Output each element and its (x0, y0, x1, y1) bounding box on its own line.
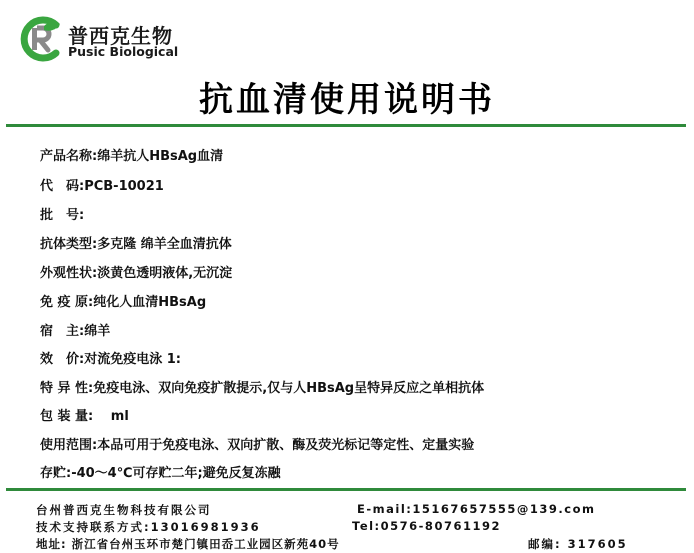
field-immunogen: 免 疫 原:纯化人血清HBsAg (40, 295, 207, 310)
field-appearance: 外观性状:淡黄色透明液体,无沉淀 (40, 266, 233, 281)
field-host: 宿 主:绵羊 (40, 324, 111, 339)
company-logo (16, 16, 179, 64)
footer-tel: Tel:0576-80761192 (352, 519, 501, 533)
footer-address: 地址: 浙江省台州玉环市楚门镇田岙工业园区新苑40号 (36, 537, 340, 551)
logo-name-en: Pusic Biological (68, 44, 179, 59)
field-code: 代 码:PCB-10021 (40, 179, 164, 194)
logo-name-cn: 普西克生物 (68, 24, 173, 48)
footer-support: 技术支持联系方式:13016981936 (36, 520, 261, 534)
field-usage: 使用范围:本品可用于免疫电泳、双向扩散、酶及荧光标记等定性、定量实验 (40, 438, 475, 453)
field-batch: 批 号: (40, 208, 85, 223)
field-specificity: 特 异 性:免疫电泳、双向免疫扩散提示,仅与人HBsAg呈特异反应之单相抗体 (40, 381, 485, 396)
document-title: 抗血清使用说明书 (199, 80, 495, 120)
pusic-logo-icon (16, 16, 62, 62)
field-product-name: 产品名称:绵羊抗人HBsAg血清 (40, 149, 224, 164)
bottom-divider (6, 488, 686, 491)
field-storage: 存贮:-40～4℃可存贮二年;避免反复冻融 (40, 466, 281, 481)
footer-postcode: 邮编: 317605 (528, 537, 628, 551)
field-antibody-type: 抗体类型:多克隆 绵羊全血清抗体 (40, 237, 232, 252)
field-package: 包 装 量: ml (40, 409, 129, 424)
footer-company: 台州普西克生物科技有限公司 (36, 503, 212, 517)
top-divider (6, 124, 686, 127)
footer-email: E-mail:15167657555@139.com (357, 502, 596, 516)
field-titer: 效 价:对流免疫电泳 1: (40, 352, 181, 367)
